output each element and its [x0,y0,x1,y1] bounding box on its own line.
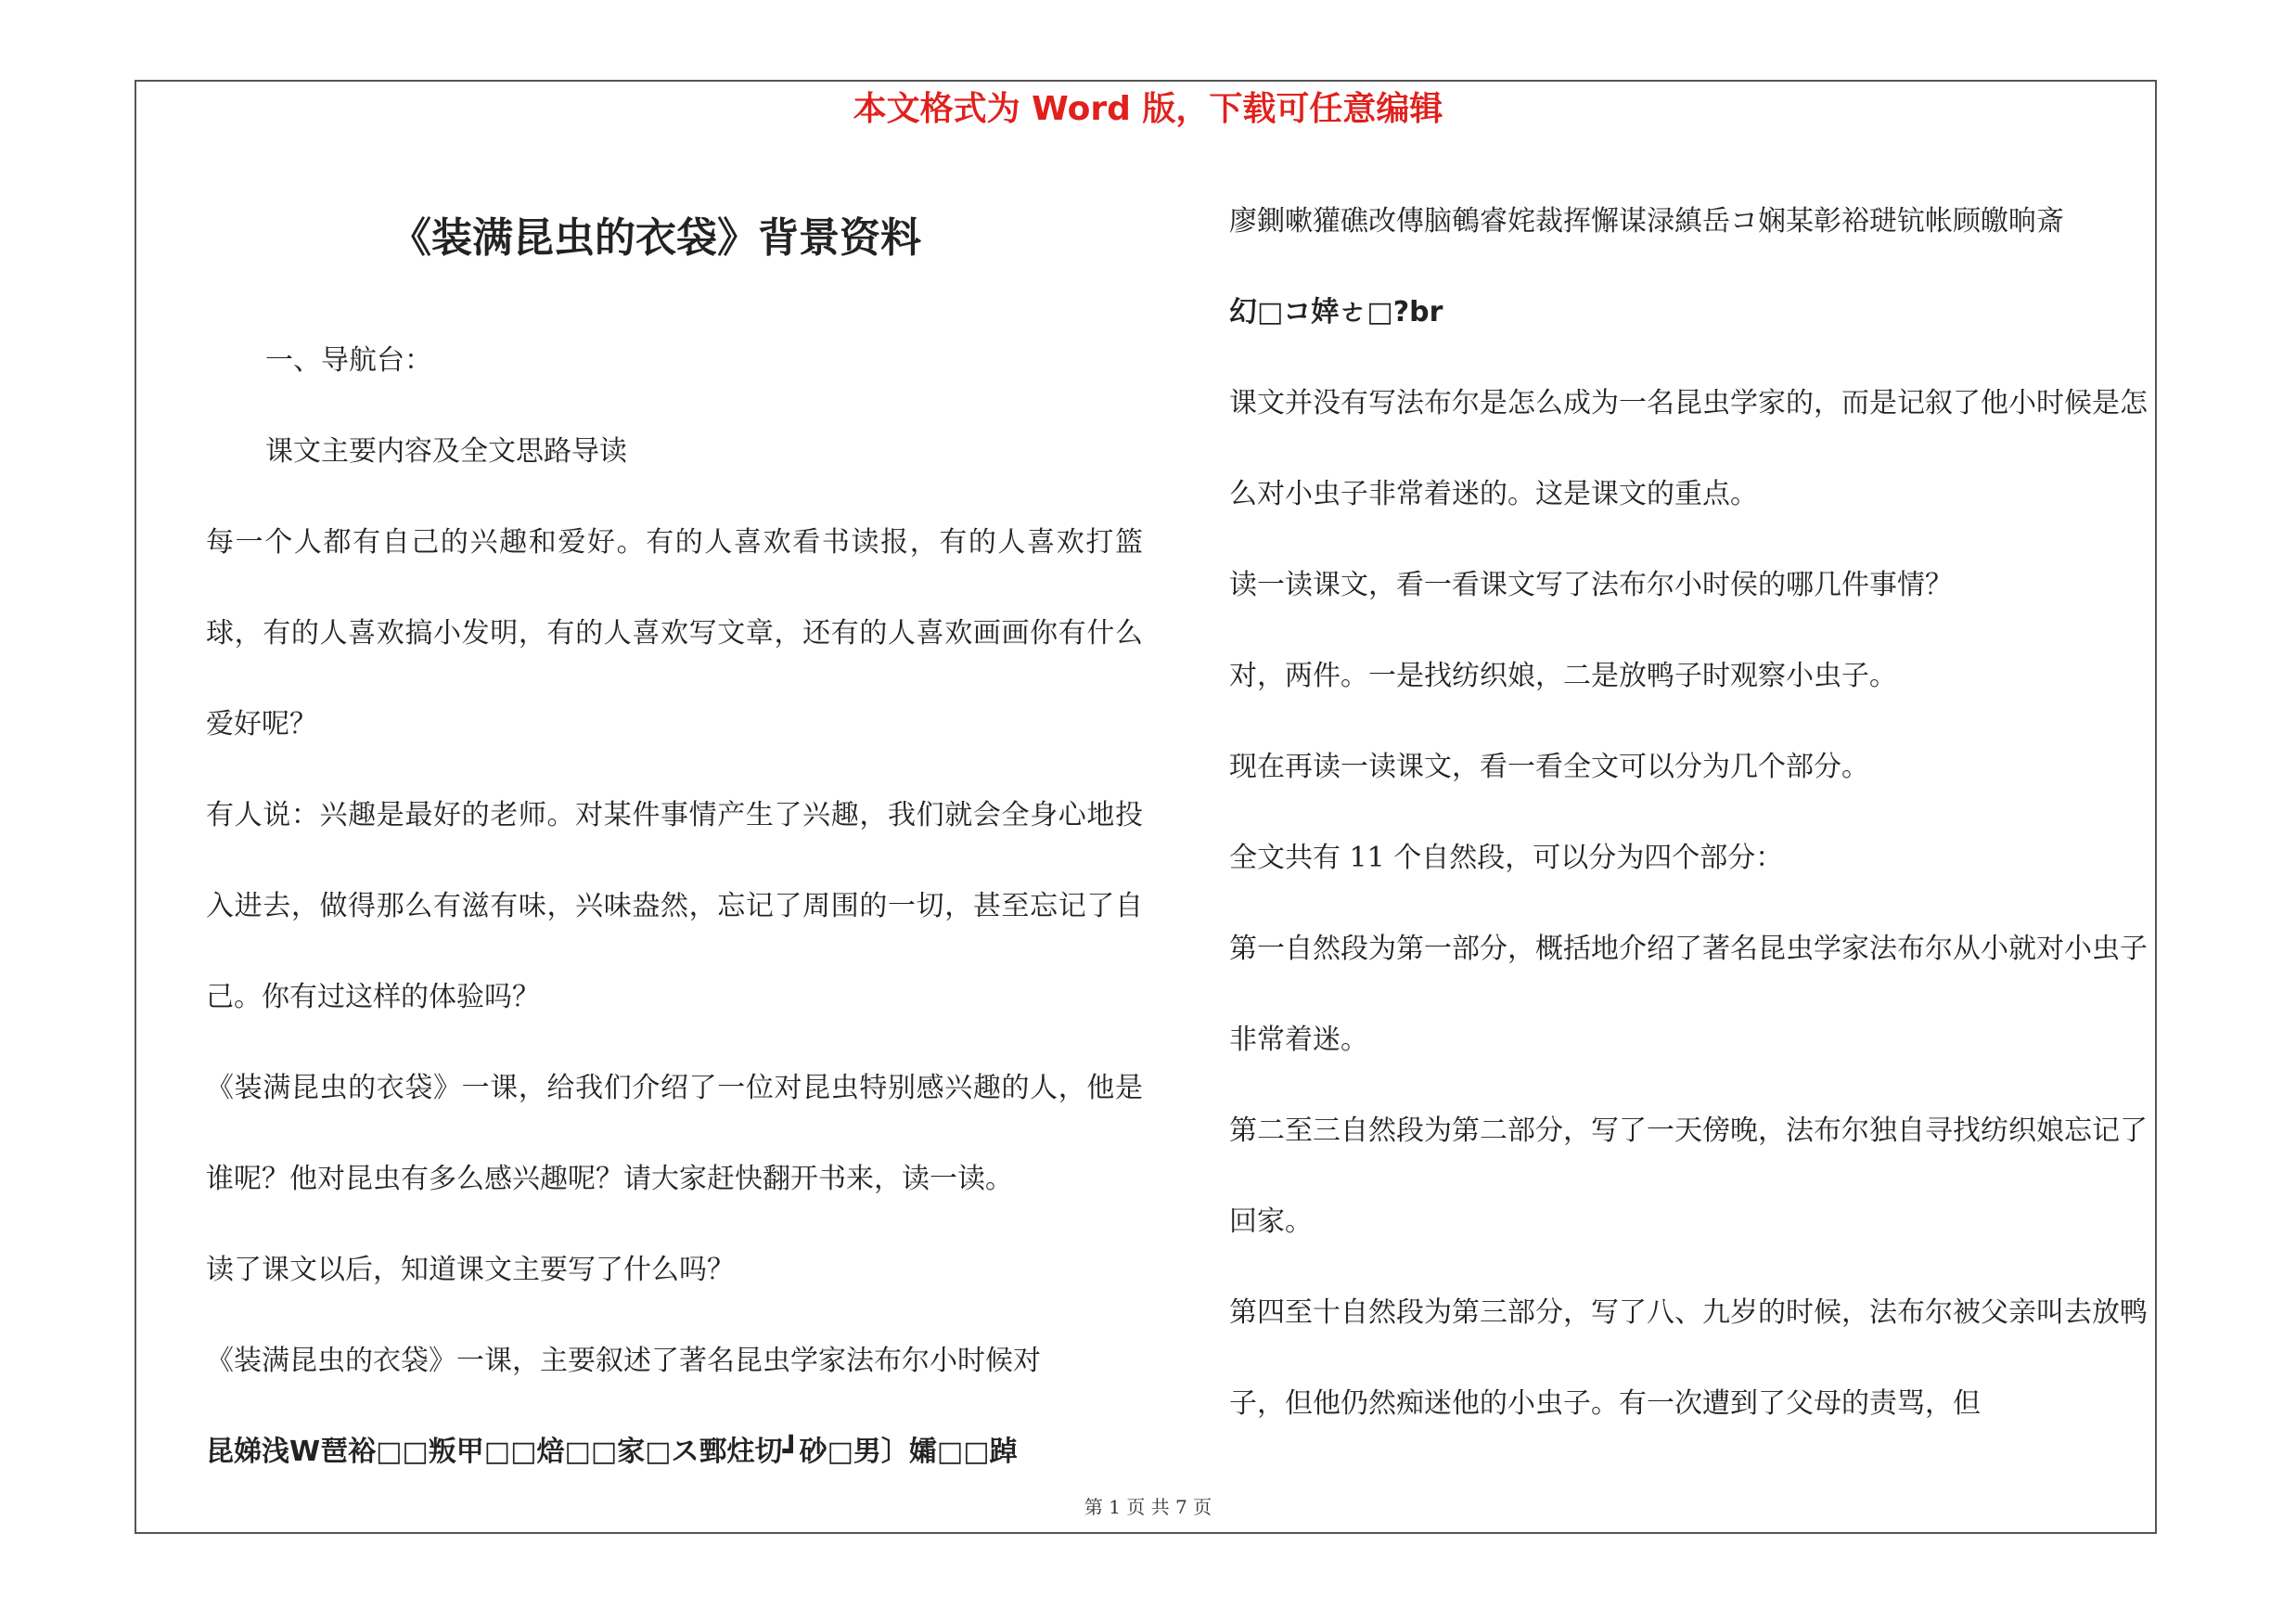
paragraph: 每一个人都有自己的兴趣和爱好。有的人喜欢看书读报，有的人喜欢打篮球，有的人喜欢搞小发明，有的人喜欢写文章，还有的人喜欢画画你有什么爱好呢？ [206,526,1143,741]
paragraph: 《装满昆虫的衣袋》一课，主要叙述了著名昆虫学家法布尔小时候对 [206,1345,1041,1377]
paragraph: 第二至三自然段为第二部分，写了一天傍晚，法布尔独自寻找纺织娘忘记了回家。 [1229,1114,2148,1238]
word-format-banner: 本文格式为 Word 版，下载可任意编辑 [853,90,1443,128]
paragraph: 读了课文以后，知道课文主要写了什么吗？ [206,1254,735,1286]
garbled-text-line: 昆娣浅W琶裕□□叛甲□□焙□□家□ス鄄炷切┛砂□男〕孀□□踔 [206,1436,1018,1468]
right-column [1229,186,2148,1449]
paragraph: 对，两件。一是找纺织娘，二是放鸭子时观察小虫子。 [1229,660,1897,692]
left-column [206,186,1143,1498]
page-number-footer: 第 1 页 共 7 页 [1084,1496,1212,1518]
garbled-text-line: 幻□コ婞ㄜ□?br [1229,296,1443,328]
sub-heading: 课文主要内容及全文思路导读 [265,435,627,468]
document-title: 《装满昆虫的衣袋》背景资料 [391,214,921,262]
paragraph: 有人说：兴趣是最好的老师。对某件事情产生了兴趣，我们就会全身心地投入进去，做得那么有滋有味，兴味盎然，忘记了周围的一切，甚至忘记了自己。你有过这样的体验吗？ [206,799,1143,1013]
paragraph: 《装满昆虫的衣袋》一课，给我们介绍了一位对昆虫特别感兴趣的人，他是谁呢？他对昆虫有多么感兴趣呢？请大家赶快翻开书来，读一读。 [206,1072,1143,1195]
garbled-text-line: 廖鍘嗽獾礁改傳脑鵪睿姹裁挥懈谋渌縝岳コ娴某彰裕琎钪帐顾皦晌斎 [1229,205,2064,238]
paragraph: 课文并没有写法布尔是怎么成为一名昆虫学家的，而是记叙了他小时候是怎么对小虫子非常着迷的。这是课文的重点。 [1229,387,2148,510]
section-heading: 一、导航台： [265,344,432,377]
paragraph: 全文共有 11 个自然段，可以分为四个部分： [1229,842,1784,874]
paragraph: 第一自然段为第一部分，概括地介绍了著名昆虫学家法布尔从小就对小虫子非常着迷。 [1229,933,2148,1056]
paragraph: 读一读课文，看一看课文写了法布尔小时侯的哪几件事情？ [1229,569,1953,601]
paragraph: 第四至十自然段为第三部分，写了八、九岁的时候，法布尔被父亲叫去放鸭子，但他仍然痴迷他的小虫子。有一次遭到了父母的责骂，但 [1229,1296,2148,1420]
paragraph: 现在再读一读课文，看一看全文可以分为几个部分。 [1229,751,1869,783]
